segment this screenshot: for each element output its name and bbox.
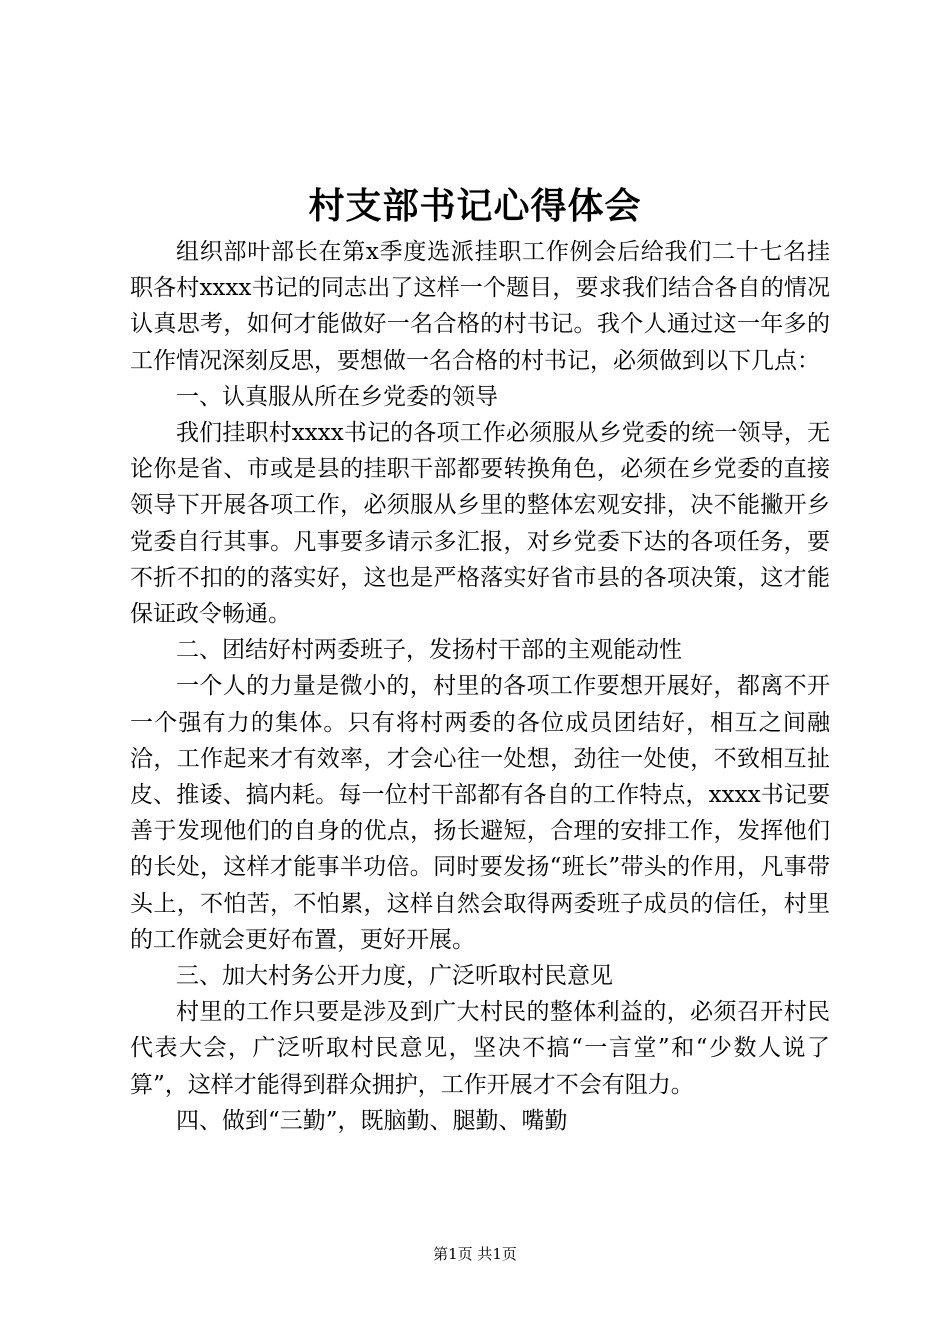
- paragraph-intro: 组织部叶部长在第x季度选派挂职工作例会后给我们二十七名挂职各村xxxx书记的同志出了这样一个题目，要求我们结合各自的情况认真思考，如何才能做好一名合格的村书记。我个人通过这一年多的工作情况深刻反思，要想做一名合格的村书记，必须做到以下几点：: [130, 239, 830, 374]
- section-heading-2: 二、团结好村两委班子，发扬村干部的主观能动性: [176, 637, 682, 664]
- paragraph-section-1: 我们挂职村xxxx书记的各项工作必须服从乡党委的统一领导，无论你是省、市或是县的挂职干部都要转换角色，必须在乡党委的直接领导下开展各项工作，必须服从乡里的整体宏观安排，决不能撇开乡党委自行其事。凡事要多请示多汇报，对乡党委下达的各项任务，要不折不扣的的落实好，这也是严格落实好省市县的各项决策，这才能保证政令畅通。: [130, 420, 830, 628]
- paragraph-section-3: 村里的工作只要是涉及到广大村民的整体利益的，必须召开村民代表大会，广泛听取村民意见，坚决不搞“一言堂”和“少数人说了算”，这样才能得到群众拥护，工作开展才不会有阻力。: [130, 999, 830, 1098]
- page-footer: 第1页 共1页: [433, 1245, 517, 1263]
- document-title: 村支部书记心得体会: [308, 185, 642, 228]
- paragraph-section-2: 一个人的力量是微小的，村里的各项工作要想开展好，都离不开一个强有力的集体。只有将村两委的各位成员团结好，相互之间融洽，工作起来才有效率，才会心往一处想，劲往一处使，不致相互扯皮、推诿、搞内耗。每一位村干部都有各自的工作特点，xxxx书记要善于发现他们的自身的优点，扬长避短，合理的安排工作，发挥他们的长处，这样才能事半功倍。同时要发扬“班长”带头的作用，凡事带头上，不怕苦，不怕累，这样自然会取得两委班子成员的信任，村里的工作就会更好布置，更好开展。: [130, 673, 830, 953]
- section-heading-3: 三、加大村务公开力度，广泛听取村民意见: [176, 963, 613, 990]
- section-heading-4: 四、做到“三勤”，既脑勤、腿勤、嘴勤: [176, 1107, 568, 1134]
- section-heading-1: 一、认真服从所在乡党委的领导: [176, 383, 498, 410]
- document-body: [130, 234, 830, 1139]
